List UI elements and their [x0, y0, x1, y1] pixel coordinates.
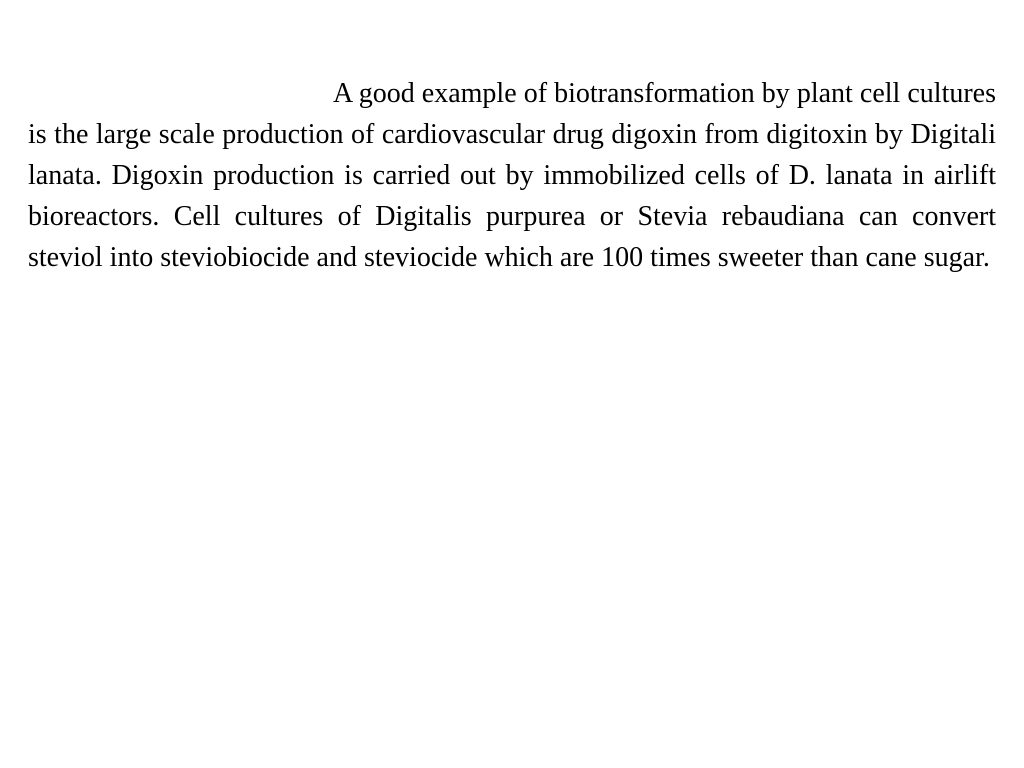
body-paragraph: A good example of biotransformation by plant cell cultures is the large scale production of cardiovascular drug digoxin from digitoxin by Digitali lanata. Digoxin production is carried out by immobilized cells of D. lanata in airlift bioreactors. Cell cultures of Digitalis purpurea or Stevia rebaudiana can convert steviol into steviobiocide and steviocide which are 100 times sweeter than cane sugar. — [28, 78, 996, 273]
